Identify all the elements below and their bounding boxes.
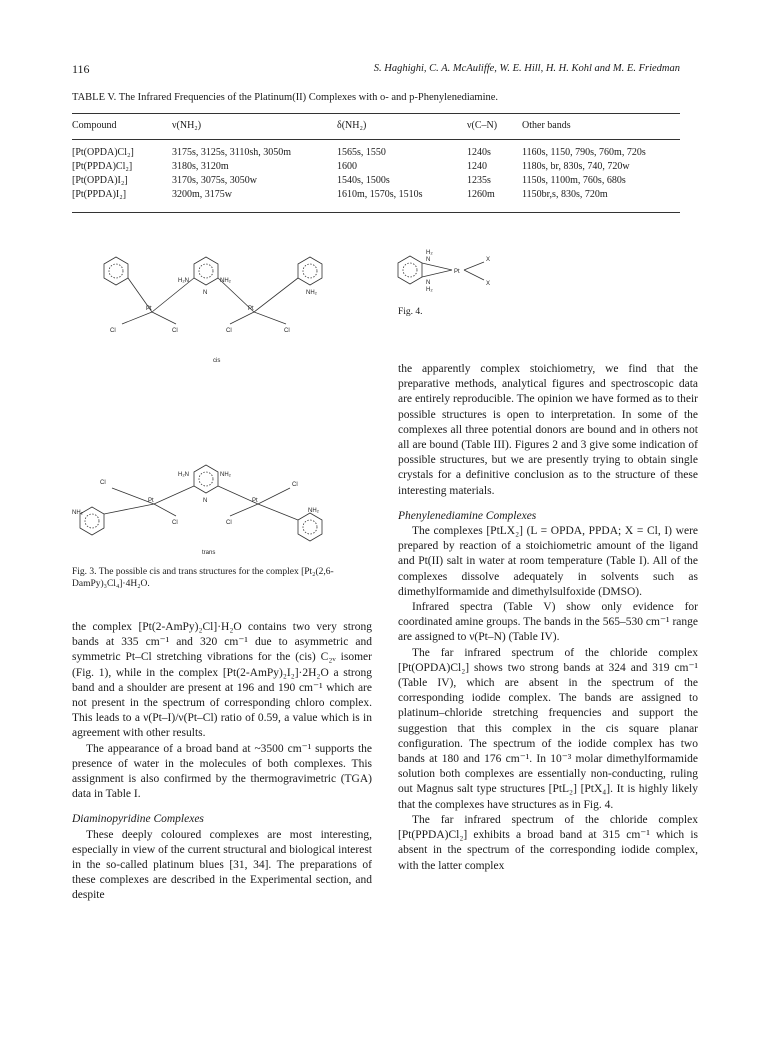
atom-label: NH₂ xyxy=(220,472,231,478)
table-cell: 1565s, 1550 xyxy=(337,146,386,158)
table-cell: 1260m xyxy=(467,188,495,200)
atom-label: Pt xyxy=(454,269,460,275)
table-cell: 1150br,s, 830s, 720m xyxy=(522,188,608,200)
bond xyxy=(464,270,484,280)
table-cell: 1180s, br, 830s, 740, 720w xyxy=(522,160,630,172)
bond xyxy=(230,312,254,324)
atom-label: Pt xyxy=(248,306,254,312)
table-bottom-rule xyxy=(72,212,680,213)
right-column xyxy=(398,362,698,874)
fig3-trans-structure xyxy=(72,464,372,560)
pyridine-ring-right xyxy=(298,257,322,285)
table-cell: 1240s xyxy=(467,146,491,158)
atom-label: NH₂ xyxy=(72,510,83,516)
atom-label: X xyxy=(486,281,491,287)
atom-label: Cl xyxy=(172,328,178,334)
bond xyxy=(104,504,154,514)
running-head: S. Haghighi, C. A. McAuliffe, W. E. Hill, H. H. Kohl and M. E. Friedman xyxy=(373,63,680,74)
table-cell: 3200m, 3175w xyxy=(172,188,232,200)
bond xyxy=(154,486,194,504)
atom-label: H₂N xyxy=(178,278,189,284)
table-cell: 3170s, 3075s, 3050w xyxy=(172,174,258,186)
aromatic-circle xyxy=(403,263,417,277)
table-header-rule xyxy=(72,139,680,140)
table-cell: 1160s, 1150, 790s, 760m, 720s xyxy=(522,146,646,158)
atom-label: H₂ xyxy=(426,250,433,256)
aromatic-circle xyxy=(85,514,99,528)
bond xyxy=(258,504,298,520)
table-header-row xyxy=(72,118,680,136)
paragraph: the apparently complex stoichiometry, we find that the preparative methods, analytical figures and spectroscopic data are entirely reproducible. The opinion we have formed as to their possible structures is open to interpretation. In some of the complexes all three potential donors are bound and in others not all are bound (Table III). Figures 2 and 3 give some indication of possible structures, but we are presently trying to obtain single crystals for a definitive conclusion as to the structure of these interesting materials. xyxy=(398,363,698,497)
page-number: 116 xyxy=(72,62,90,76)
atom-label: Cl xyxy=(226,328,232,334)
atom-label: NH₂ xyxy=(308,508,319,514)
paragraph: Infrared spectra (Table V) show only evidence for coordinated amine groups. The bands in the 565–530 cm⁻¹ range are assigned to ν(Pt–N) (Table IV). xyxy=(398,601,698,644)
atom-label: Cl xyxy=(284,328,290,334)
paragraph: These deeply coloured complexes are most interesting, especially in view of the current structural and biological interest in the so-called platinum blues [31, 34]. The preparations of these complexes are described in the Experimental section, and despite xyxy=(72,828,372,902)
paragraph: the complex [Pt(2-AmPy)₂Cl]·H₂O contains two very strong bands at 335 cm⁻¹ and 320 cm⁻¹ due to asymmetric and symmetric Pt–Cl stretching vibrations for the (cis) C₂ᵥ isomer (Fig. 1), while in the complex [Pt(2-AmPy)₂I₂]·2H₂O a strong band and a shoulder are present at 196 and 190 cm⁻¹ which are not present in the spectrum of corresponding chloro complex. This leads to a ν(Pt–I)/ν(Pt–Cl) ratio of 0.59, a value which is in agreement with other results. xyxy=(72,621,372,740)
pyridine-ring-middle xyxy=(194,257,218,285)
bond xyxy=(254,278,298,312)
atom-label: X xyxy=(486,257,491,263)
table-header-cell: Other bands xyxy=(522,120,571,131)
atom-label: Pt xyxy=(148,498,154,504)
atom-label: Cl xyxy=(292,482,298,488)
paragraph: The far infrared spectrum of the chloride complex [Pt(OPDA)Cl₂] shows two strong bands at 324 and 319 cm⁻¹ (Table IV), which are absent in the spectrum of the corresponding iodide complex. The bands are assigned to platinum–chloride stretching frequencies and support the suggestion that this complex in the cis square planar configuration. The spectrum of the iodide complex has two bands at 180 and 176 cm⁻¹. In 10⁻³ molar dimethylformamide solution both complexes are essentially non-conducting, ruling out Magnus salt type structures [PtL₂] [PtX₄]. It is highly likely that the complexes have structures as in Fig. 4. xyxy=(398,646,698,811)
cis-label: cis xyxy=(213,358,221,364)
atom-label: N xyxy=(426,280,431,286)
aromatic-circle xyxy=(199,264,213,278)
fig4-structure xyxy=(392,246,512,302)
section-heading: Phenylenediamine Complexes xyxy=(398,509,537,522)
table-cell: [Pt(OPDA)Cl₂] xyxy=(72,146,134,158)
pyridine-ring-middle xyxy=(194,465,218,493)
atom-label: Cl xyxy=(110,328,116,334)
atom-label: N xyxy=(203,498,208,504)
atom-label: Pt xyxy=(252,498,258,504)
benzene-ring xyxy=(398,256,422,284)
table-cell: 1150s, 1100m, 760s, 680s xyxy=(522,174,626,186)
aromatic-circle xyxy=(199,472,213,486)
fig3-cis-structure xyxy=(72,246,372,366)
aromatic-circle xyxy=(109,264,123,278)
aromatic-circle xyxy=(303,520,317,534)
atom-label: Cl xyxy=(172,520,178,526)
table-top-rule xyxy=(72,113,680,114)
bond xyxy=(154,504,176,516)
bond xyxy=(152,312,176,324)
pyridine-ring-right xyxy=(298,513,322,541)
fig3-caption: Fig. 3. The possible cis and trans structures for the complex [Pt₂(2,6-DamPy)₃Cl₄]·4H₂O. xyxy=(72,567,334,589)
atom-label: H₂N xyxy=(178,472,189,478)
bond xyxy=(230,504,258,516)
atom-label: Pt xyxy=(146,306,152,312)
table-row xyxy=(72,187,680,201)
table-cell: 1540s, 1500s xyxy=(337,174,390,186)
table-header-cell: δ(NH₂) xyxy=(337,120,367,131)
table-cell: 1235s xyxy=(467,174,491,186)
atom-label: N xyxy=(426,257,431,263)
atom-label: NH₂ xyxy=(220,278,231,284)
atom-label: N xyxy=(203,290,208,296)
bond xyxy=(464,262,484,270)
bond xyxy=(122,312,152,324)
bond xyxy=(422,263,452,270)
pyridine-ring-left xyxy=(80,507,104,535)
table-cell: 1600 xyxy=(337,160,357,172)
bond xyxy=(258,488,290,504)
table-cell: [Pt(OPDA)I₂] xyxy=(72,174,128,186)
bond xyxy=(422,270,452,277)
left-column xyxy=(72,620,372,904)
paragraph: The appearance of a broad band at ~3500 cm⁻¹ supports the presence of water in the molecules of both complexes. This assignment is also confirmed by the thermogravimetric (TGA) data in Table I. xyxy=(72,742,372,801)
table-row xyxy=(72,173,680,187)
atom-label: NH₂ xyxy=(306,290,317,296)
bond xyxy=(254,312,286,324)
table-header-cell: Compound xyxy=(72,120,117,131)
atom-label: Cl xyxy=(226,520,232,526)
atom-label: H₂ xyxy=(426,287,433,293)
paragraph: The complexes [PtLX₂] (L = OPDA, PPDA; X = Cl, I) were prepared by reaction of a stoichiometric amount of the ligand and Pt(II) salt in water at room temperature (Table I). All of the complexes dissolve adequately in solvents such as dimethylformamide and dimethylsulfoxide (DMSO). xyxy=(398,525,698,598)
table-cell: 3175s, 3125s, 3110sh, 3050m xyxy=(172,146,292,158)
fig4-caption: Fig. 4. xyxy=(398,307,423,317)
atom-label: Cl xyxy=(100,480,106,486)
table-cell: 3180s, 3120m xyxy=(172,160,229,172)
table-cell: 1610m, 1570s, 1510s xyxy=(337,188,423,200)
aromatic-circle xyxy=(303,264,317,278)
table-cell: [Pt(PPDA)Cl₂] xyxy=(72,160,133,172)
paragraph: The far infrared spectrum of the chloride complex [Pt(PPDA)Cl₂] exhibits a broad band at 315 cm⁻¹ which is absent in the spectrum of the corresponding iodide complex, with the latter complex xyxy=(398,813,698,872)
trans-label: trans xyxy=(202,550,216,556)
table-cell: [Pt(PPDA)I₂] xyxy=(72,188,127,200)
table-cell: 1240 xyxy=(467,160,487,172)
table-row xyxy=(72,159,680,173)
table-header-cell: ν(C–N) xyxy=(467,120,498,131)
table-header-cell: ν(NH₂) xyxy=(172,120,202,131)
section-heading: Diaminopyridine Complexes xyxy=(72,813,204,826)
pyridine-ring-left xyxy=(104,257,128,285)
ir-table xyxy=(72,118,680,201)
table-caption: TABLE V. The Infrared Frequencies of the Platinum(II) Complexes with o- and p-Phenylenediamine. xyxy=(72,92,499,103)
